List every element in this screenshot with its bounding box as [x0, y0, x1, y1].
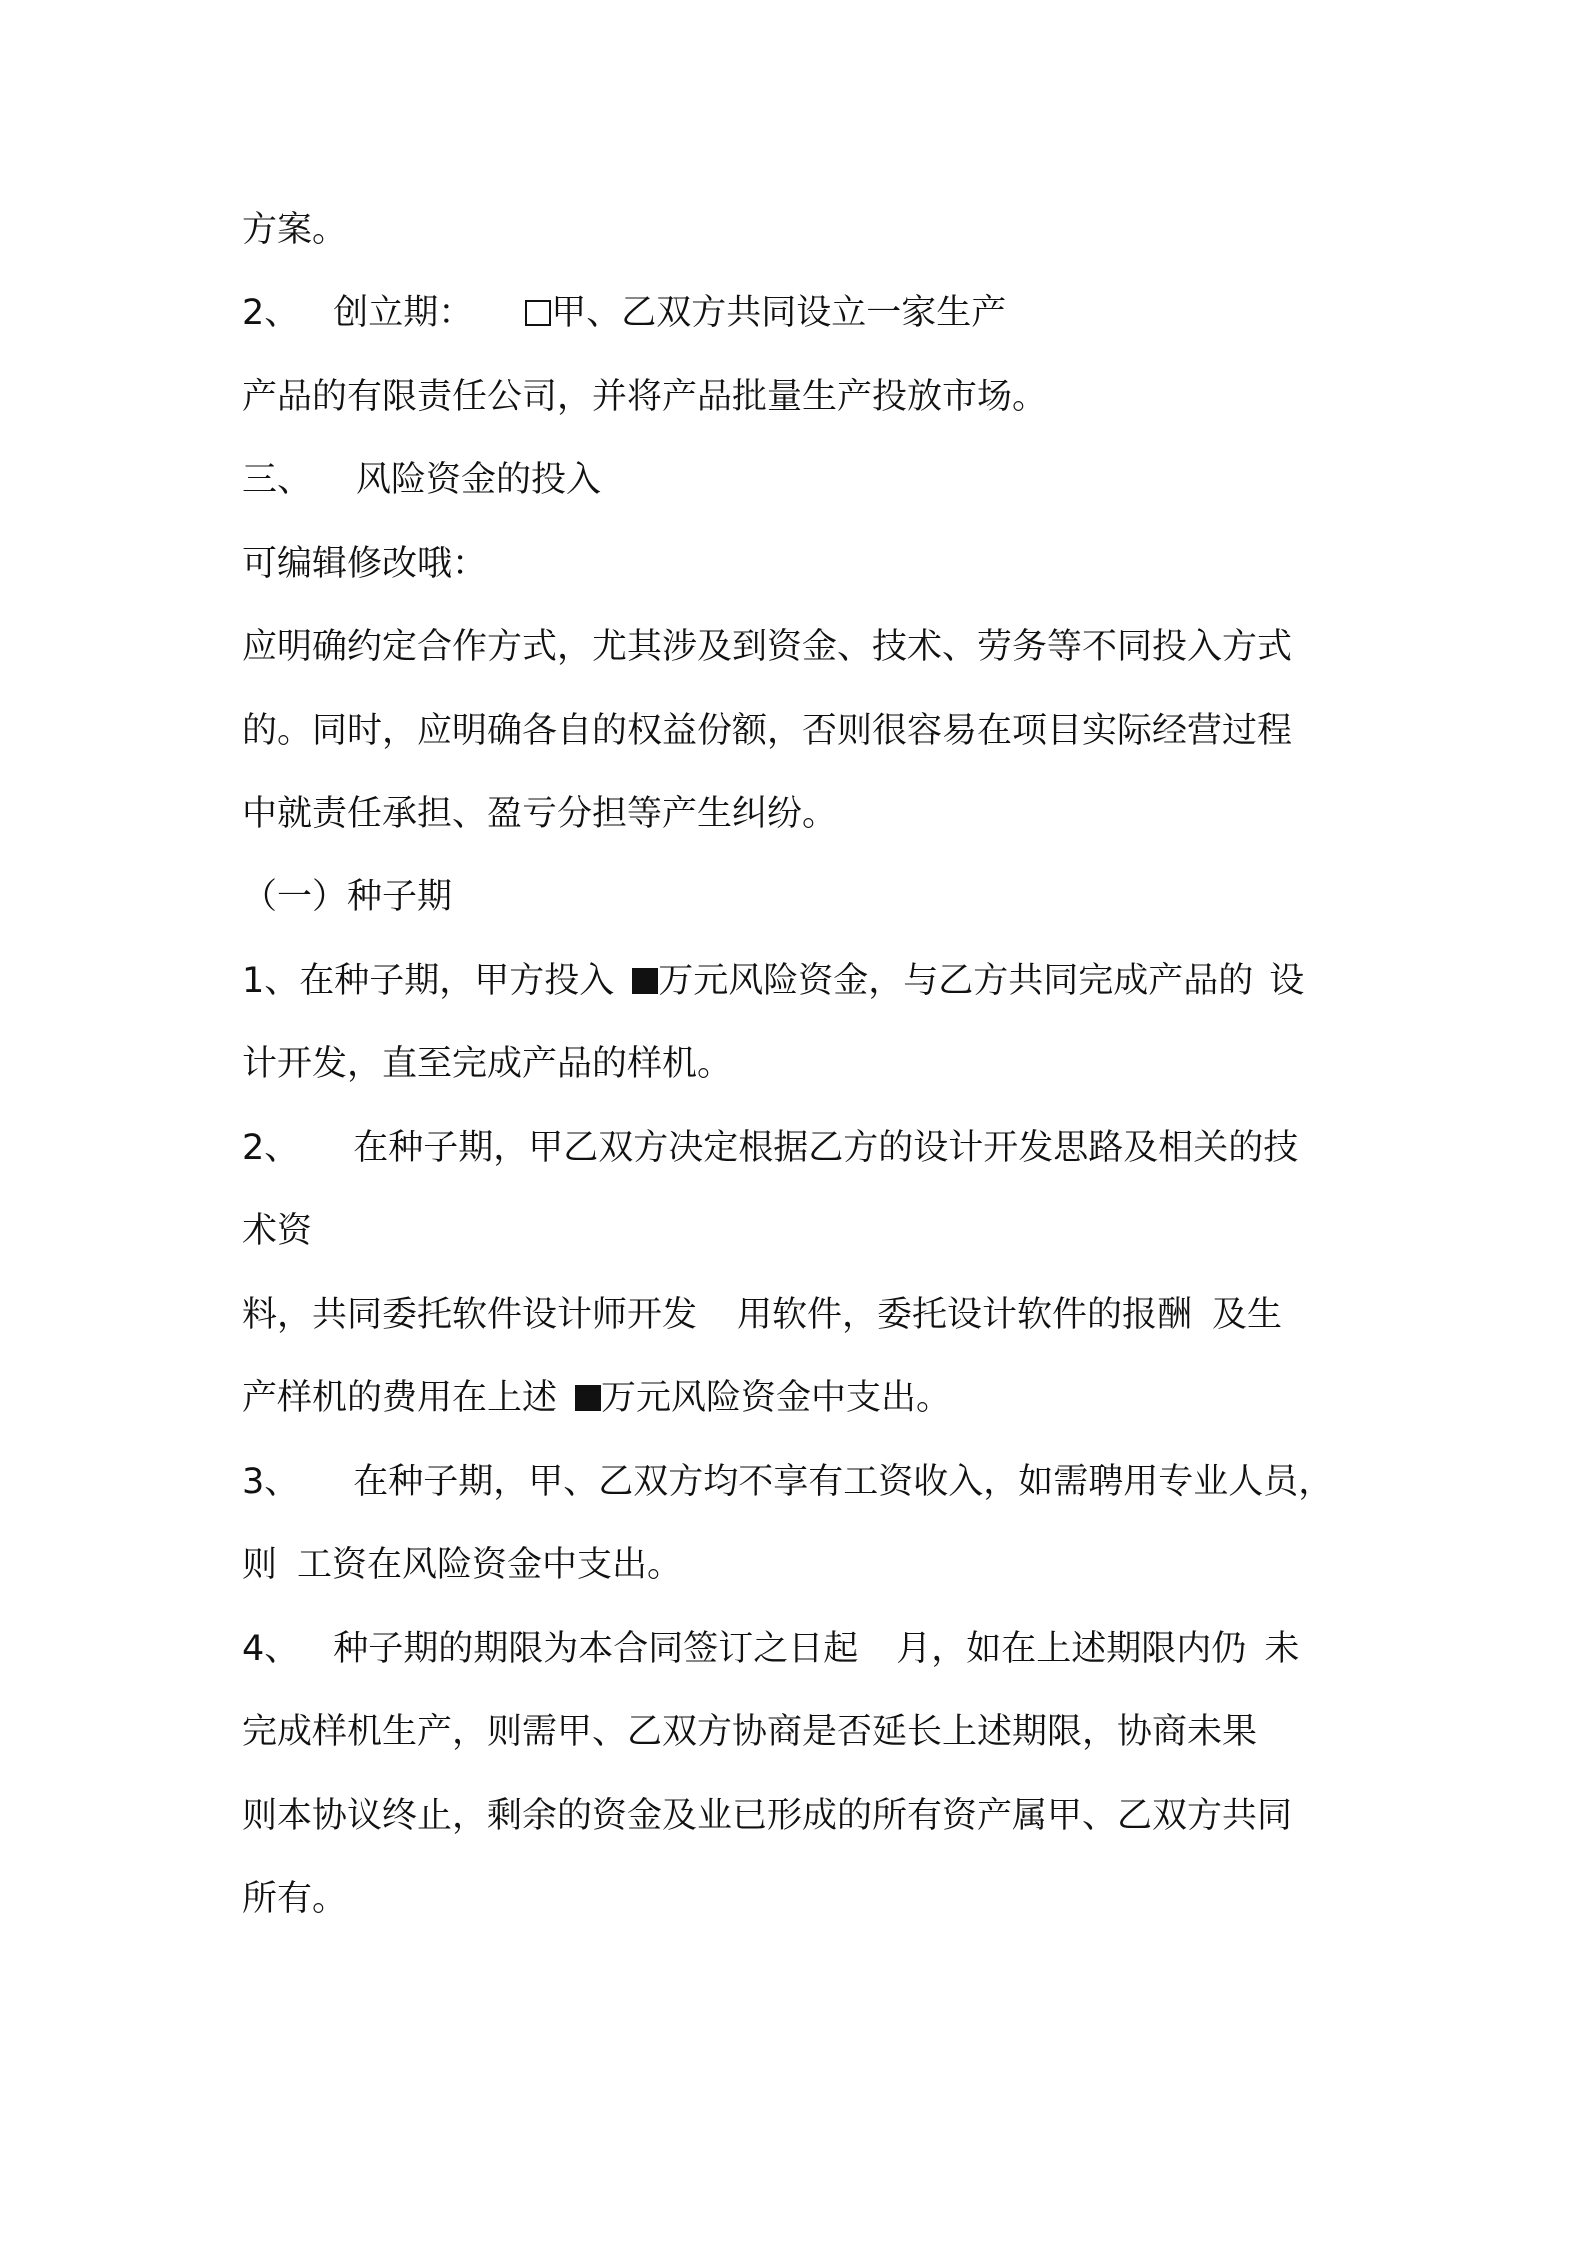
text-line-16	[242, 1447, 1362, 1517]
subsection-heading	[242, 862, 1362, 932]
text-line-20	[242, 1781, 1362, 1851]
text-line-7	[242, 696, 1362, 766]
text-line-19	[242, 1697, 1362, 1767]
filled-square-icon	[632, 968, 658, 994]
text-line-13	[242, 1196, 1362, 1266]
section-title: 风险资金的投入	[356, 460, 602, 500]
line-text: 1、在种子期，甲方投入	[242, 961, 615, 1001]
line-text: 种子期的期限为本合同签订之日起	[333, 1629, 859, 1669]
filled-square-icon	[575, 1385, 601, 1411]
text-line-18	[242, 1614, 1362, 1684]
line-text: 甲、乙双方共同设立一家生产	[551, 293, 1007, 333]
line-text: 万元风险资金中支出。	[601, 1378, 952, 1418]
empty-checkbox-icon	[525, 300, 551, 326]
text-line-3	[242, 362, 1362, 432]
text-line-14	[242, 1280, 1362, 1350]
text-line-1	[242, 195, 1362, 265]
line-text: 设	[1269, 961, 1305, 1001]
text-line-21	[242, 1864, 1362, 1934]
line-text: 产样机的费用在上述	[242, 1378, 558, 1418]
line-text: 应明确约定合作方式，尤其涉及到资金、技术、劳务等不同投入方式	[242, 627, 1293, 667]
line-text: 在种子期，甲乙双方决定根据乙方的设计开发思路及相关的技	[353, 1128, 1299, 1168]
text-line-6	[242, 612, 1362, 682]
subsection-title: （一）种子期	[242, 877, 453, 917]
line-text: 未	[1264, 1629, 1300, 1669]
line-text: 在种子期，甲、乙双方均不享有工资收入，如需聘用专业人员，	[353, 1462, 1334, 1502]
line-text: 用软件，委托设计软件的报酬	[737, 1295, 1193, 1335]
line-text: 中就责任承担、盈亏分担等产生纠纷。	[242, 794, 838, 834]
item-number: 2、	[242, 1128, 300, 1168]
text-line-2	[242, 278, 1362, 348]
line-text: 方案。	[242, 210, 348, 250]
item-label: 创立期：	[333, 293, 474, 333]
item-number: 2、	[242, 293, 300, 333]
line-text: 及生	[1212, 1295, 1283, 1335]
text-line-11	[242, 1029, 1362, 1099]
line-text: 术资	[242, 1211, 313, 1251]
line-text: 所有。	[242, 1879, 348, 1919]
line-text: 万元风险资金，与乙方共同完成产品的	[658, 961, 1254, 1001]
line-text: 料，共同委托软件设计师开发	[242, 1295, 698, 1335]
text-line-15	[242, 1363, 1362, 1433]
text-line-8	[242, 779, 1362, 849]
line-text: 则本协议终止，剩余的资金及业已形成的所有资产属甲、乙双方共同	[242, 1796, 1293, 1836]
line-text: 产品的有限责任公司，并将产品批量生产投放市场。	[242, 377, 1048, 417]
line-text: 完成样机生产，则需甲、乙双方协商是否延长上述期限，协商未果	[242, 1712, 1258, 1752]
line-text: 月，如在上述期限内仍	[896, 1629, 1247, 1669]
line-text: 可编辑修改哦：	[242, 544, 488, 584]
line-text: 计开发，直至完成产品的样机。	[242, 1044, 733, 1084]
line-text: 则	[242, 1545, 278, 1585]
text-line-12	[242, 1113, 1362, 1183]
text-line-10	[242, 946, 1362, 1016]
text-line-5	[242, 529, 1362, 599]
item-number: 4、	[242, 1629, 300, 1669]
text-line-17	[242, 1530, 1362, 1600]
section-number: 三、	[242, 460, 313, 500]
line-text: 的。同时，应明确各自的权益份额，否则很容易在项目实际经营过程	[242, 711, 1293, 751]
item-number: 3、	[242, 1462, 300, 1502]
line-text: 工资在风险资金中支出。	[297, 1545, 683, 1585]
section-heading	[242, 445, 1362, 515]
